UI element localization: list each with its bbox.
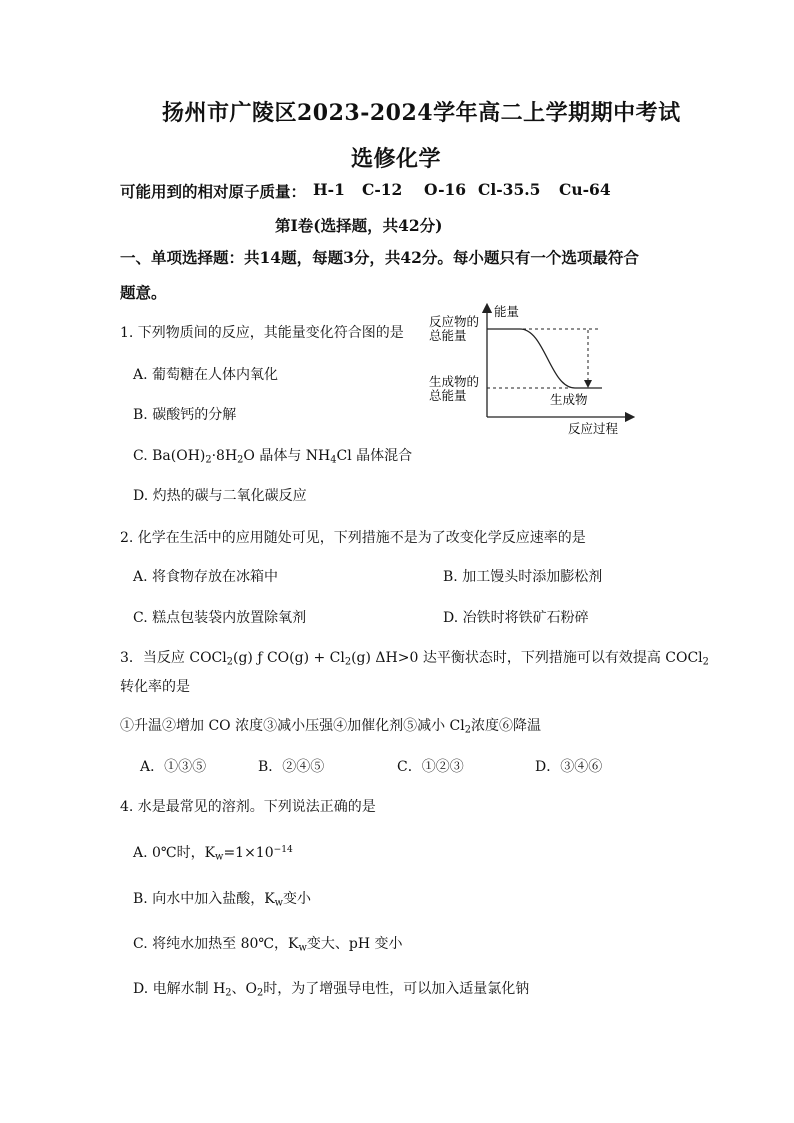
part1-instructions-line2: 题意。 [120, 283, 167, 302]
q2-option-b: B. 加工馒头时添加膨松剂 [443, 569, 603, 585]
q3-option-c: C．①②③ [397, 759, 464, 775]
q3-stem: 3．当反应 COCl$_2$(g) ƒ $CO(g) + Cl_2(g)$ ΔH>0 达平衡状态时，下列措施可以有效提高 COCl$_2$ [120, 650, 709, 668]
q3-option-d: D．③④⑥ [535, 759, 603, 775]
mass-o: O-16 [424, 180, 467, 199]
q1-stem: 1. 下列物质间的反应，其能量变化符合图的是 [120, 325, 404, 341]
q3-option-a: A．①③⑤ [140, 759, 207, 775]
mass-c: C-12 [362, 180, 403, 199]
q2-option-d: D. 冶铁时将铁矿石粉碎 [443, 610, 589, 626]
graph-product-label-1: 生成物的 [429, 374, 480, 389]
mass-cu: Cu-64 [559, 180, 611, 199]
q2-option-c: C. 糕点包装袋内放置除氧剂 [133, 610, 307, 626]
q3-option-b: B．②④⑤ [258, 759, 325, 775]
mass-cl: Cl-35.5 [478, 180, 541, 199]
q1-option-b: B. 碳酸钙的分解 [133, 407, 237, 423]
atomic-masses-label: 可能用到的相对原子质量： [120, 182, 307, 201]
q4-option-b: B. 向水中加入盐酸，$K_w$变小 [133, 891, 312, 909]
q1-option-d: D. 灼热的碳与二氧化碳反应 [133, 488, 307, 504]
q4-option-c: C. 将纯水加热至 80℃，$K_w$变大、pH 变小 [133, 936, 403, 954]
graph-reactant-label-1: 反应物的 [429, 314, 480, 329]
graph-product-label-2: 总能量 [429, 388, 467, 403]
energy-diagram [420, 300, 640, 440]
q4-stem: 4. 水是最常见的溶剂。下列说法正确的是 [120, 799, 376, 815]
q2-option-a: A. 将食物存放在冰箱中 [133, 569, 279, 585]
part1-instructions-line1: 一、单项选择题：共14题，每题3分，共42分。每小题只有一个选项最符合 [120, 248, 639, 267]
atomic-masses-line [120, 180, 306, 202]
q4-option-d: D. 电解水制 $H_2$、$O_2$时，为了增强导电性，可以加入适量氯化钠 [133, 981, 530, 999]
graph-x-axis-label: 反应过程 [568, 421, 619, 436]
q1-option-c: C. $Ba(OH)_2\cdot 8H_2O$ 晶体与 $NH_4Cl$ 晶体混合 [133, 448, 413, 466]
exam-title: 扬州市广陵区2023-2024学年高二上学期期中考试 [162, 100, 681, 126]
energy-curve [487, 329, 602, 388]
q3-measures: ①升温②增加 CO 浓度③减小压强④加催化剂⑤减小 $Cl_2$浓度⑥降温 [120, 718, 541, 736]
graph-reactant-label-2: 总能量 [429, 328, 467, 343]
graph-y-axis-label: 能量 [494, 304, 520, 319]
exam-subtitle: 选修化学 [351, 146, 442, 172]
q3-stem-line2: 转化率的是 [120, 679, 190, 695]
mass-h: H-1 [313, 180, 345, 199]
q4-option-a: A. 0℃时，$K_w=1\times 10^{-14}$ [133, 845, 293, 863]
q2-stem: 2. 化学在生活中的应用随处可见，下列措施不是为了改变化学反应速率的是 [120, 530, 586, 546]
section-title: 第Ⅰ卷(选择题，共42分) [275, 216, 443, 235]
graph-curve-label: 生成物 [550, 392, 588, 407]
q1-option-a: A. 葡萄糖在人体内氧化 [133, 367, 279, 383]
